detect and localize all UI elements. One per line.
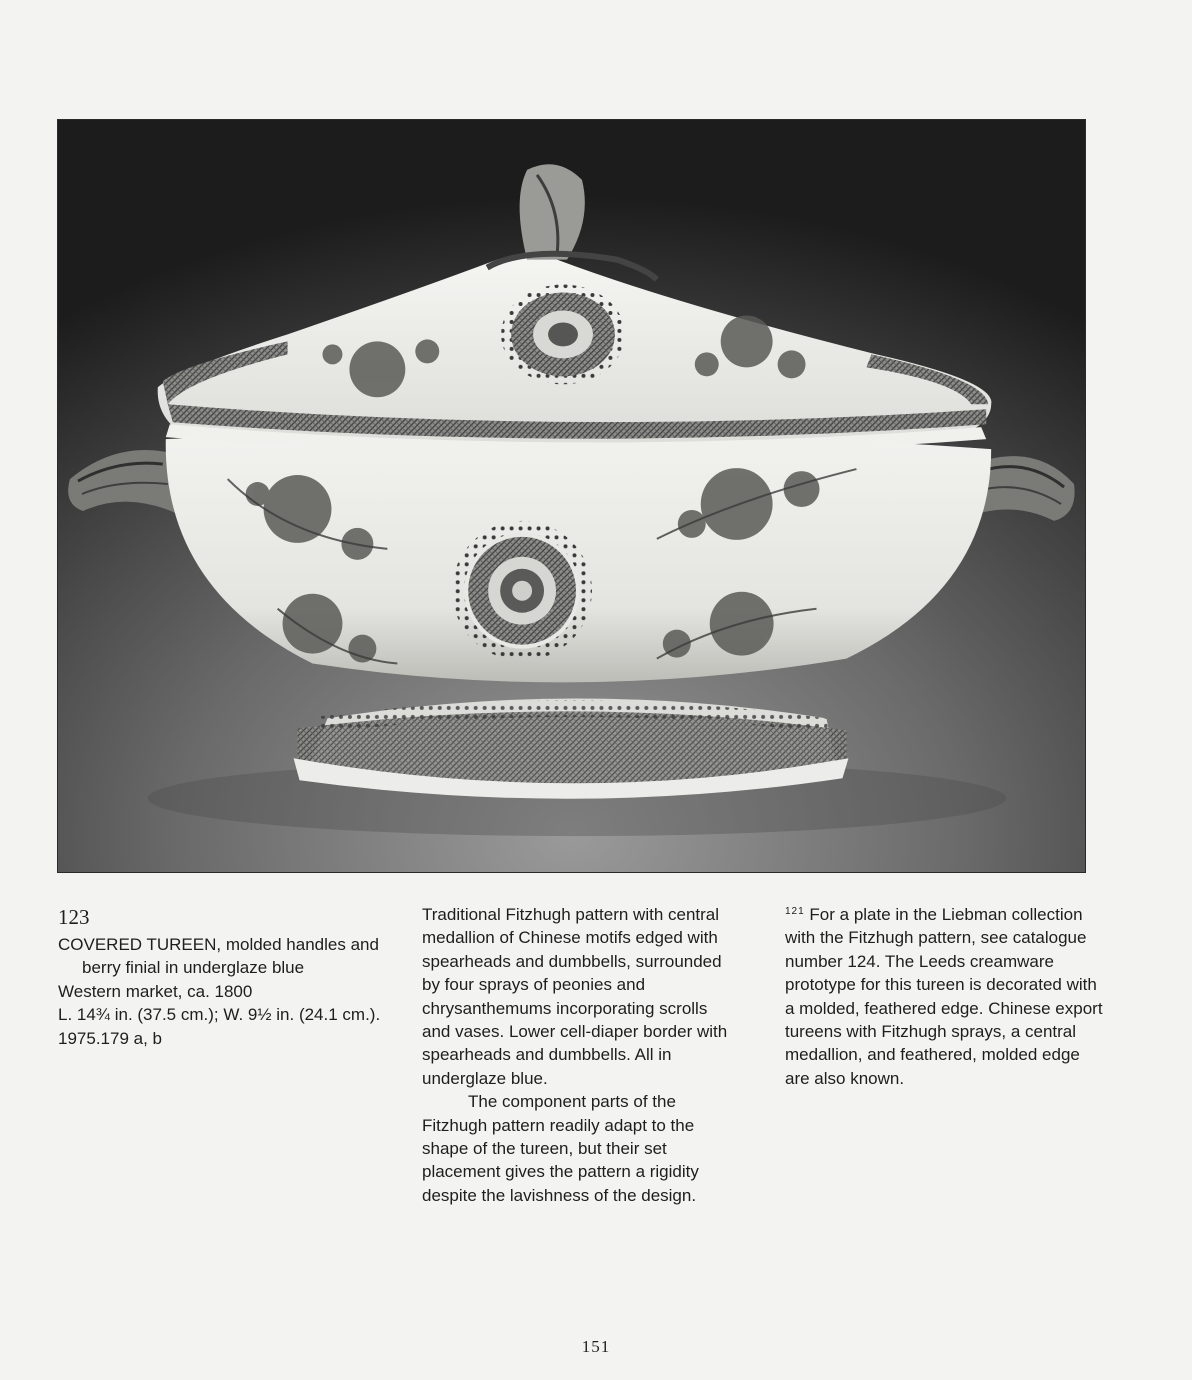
body-paragraph-1: Traditional Fitzhugh pattern with central medallion of Chinese motifs edged with spearheads and dumbbells, surrounded by four sprays of peonies and chrysanthemums incorporating scrolls and vases. Lower cell-diaper border with spearheads and dumbbells. All in underglaze blue.	[422, 905, 728, 1088]
page-number: 151	[581, 1337, 611, 1356]
tureen-image	[58, 120, 1085, 872]
caption-dimensions-line: L. 14¾ in. (37.5 cm.); W. 9½ in. (24.1 cm.).	[58, 1005, 381, 1025]
body-paragraph-2-end: For a plate in the Liebman collection with the Fitzhugh pattern, see catalogue number 124. The Leeds creamware prototype for this tureen is decorated with a molded, feathered edge. Chinese export tureens with Fitzhugh sprays, a central medallion, and feathered, molded edge are also known.	[785, 905, 1103, 1088]
tureen-foot	[294, 698, 849, 798]
footnote-reference: 121	[785, 906, 805, 917]
bowl-central-medallion	[452, 521, 592, 661]
body-text-column-2	[785, 903, 1105, 1090]
caption-column	[58, 903, 388, 1050]
tureen-bowl	[166, 431, 991, 682]
catalogue-number: 123	[58, 905, 90, 929]
lid-medallion	[501, 285, 625, 385]
body-text-column-1	[422, 903, 740, 1207]
body-paragraph-2-continued	[785, 903, 1105, 1090]
caption-market-line: Western market, ca. 1800	[58, 981, 253, 1001]
body-paragraph-2	[422, 1090, 740, 1207]
caption-title-line: COVERED TUREEN, molded handles and berry finial in underglaze blue	[58, 935, 379, 978]
body-paragraph-2-start: The component parts of the Fitzhugh pattern readily adapt to the shape of the tureen, but their set placement gives the pattern a rigidity despite the lavishness of the design.	[422, 1092, 699, 1205]
tureen-photograph	[57, 119, 1086, 873]
caption-accession-line: 1975.179 a, b	[58, 1028, 162, 1048]
